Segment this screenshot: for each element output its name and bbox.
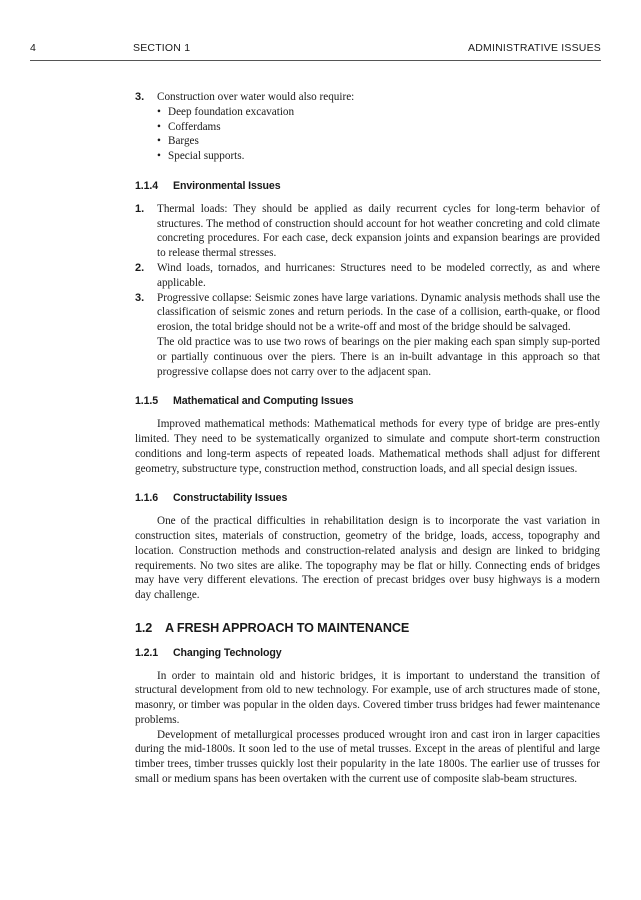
body-text: [135, 90, 600, 787]
item-number: 3.: [135, 291, 145, 304]
numbered-item: [135, 291, 600, 335]
section-heading-1-1-6: 1.1.6 Constructability Issues: [135, 492, 288, 505]
bullet-item: • Special supports.: [157, 150, 245, 163]
bullet-icon: •: [157, 150, 161, 163]
paragraph: Improved mathematical methods: Mathematical methods for every type of bridge are pres-ently limited. They need to be systematically organized to simulate and compute short-term construction conditions and long-term aspects of repeated loads. Mathematical methods shall adjust for different geometry, substructure type, construction method, construction loads, and all special design issues.: [135, 418, 600, 475]
item-text: Wind loads, tornados, and hurricanes: Structures need to be modeled correctly, as and where applicable.: [157, 261, 600, 289]
bullet-item: • Deep foundation excavation: [157, 105, 295, 118]
bullet-item: • Cofferdams: [157, 120, 221, 133]
item-text: Construction over water would also require:: [157, 91, 355, 103]
bullet-icon: •: [157, 135, 161, 148]
section-heading-1-1-5: 1.1.5 Mathematical and Computing Issues: [135, 395, 354, 408]
bullet-icon: •: [157, 105, 161, 118]
item-number: 1.: [135, 202, 145, 215]
page-number: 4: [30, 42, 37, 54]
paragraph: Development of metallurgical processes produced wrought iron and cast iron in larger capacities during the mid-1800s. It soon led to the use of metal trusses. Except in the areas of plentiful and large timber trees, timber trusses quickly lost their popularity in the late 1800s. The earlier use of trusses for small or medium spans has been overtaken with the current use of composite slab-beam structures.: [135, 728, 600, 786]
section-label: SECTION 1: [133, 42, 191, 54]
chapter-title: ADMINISTRATIVE ISSUES: [468, 42, 601, 54]
numbered-item: [135, 90, 600, 105]
item-text: Thermal loads: They should be applied as daily recurrent cycles for long-term behavior of structures. The method of construction should account for hot weather concreting and cold climate concreting procedures. For each case, deck expansion joints and expansion bearings are provided to release thermal stresses.: [157, 202, 600, 260]
item-text: Progressive collapse: Seismic zones have large variations. Dynamic analysis methods shall use the classification of seismic zones and return periods. In the case of a collision, earth-quake, or flood erosion, the total bridge should not be a write-off and most of the bridge should be salvaged.: [157, 291, 600, 334]
bullet-icon: •: [157, 120, 161, 133]
item-number: 2.: [135, 261, 145, 274]
running-header: [30, 42, 601, 61]
paragraph: In order to maintain old and historic bridges, it is important to understand the transition of structural development from old to new technology. For example, use of arch structures made of stone, masonry, or timber was popular in the olden days. Covered timber truss bridges had fewer maintenance problems.: [135, 669, 600, 726]
paragraph: One of the practical difficulties in rehabilitation design is to incorporate the vast variation in construction sites, materials of construction, geometry of the bridge, loads, access, topography and location. Construction methods and construction-related analysis and design are linked to bridging requirements. No two sites are alike. The topography may be flat or hilly. Connecting ends of bridges may have very different elevations. The erection of precast bridges over busy highways is a modern day challenge.: [135, 515, 600, 602]
followup-paragraph: The old practice was to use two rows of bearings on the pier making each span simply sup-ported or partially continuous over the piers. There is an in-built advantage in this approach so that progressive collapse does not carry over to the adjacent span.: [157, 335, 600, 378]
section-heading-1-2-1: 1.2.1 Changing Technology: [135, 646, 282, 659]
bullet-list: [135, 105, 600, 164]
section-heading-1-1-4: 1.1.4 Environmental Issues: [135, 179, 281, 192]
numbered-item: [135, 261, 600, 291]
bullet-item: • Barges: [157, 135, 199, 148]
section-heading-1-2: 1.2 A FRESH APPROACH TO MAINTENANCE: [135, 620, 410, 635]
numbered-item: [135, 202, 600, 261]
item-number: 3.: [135, 91, 145, 103]
